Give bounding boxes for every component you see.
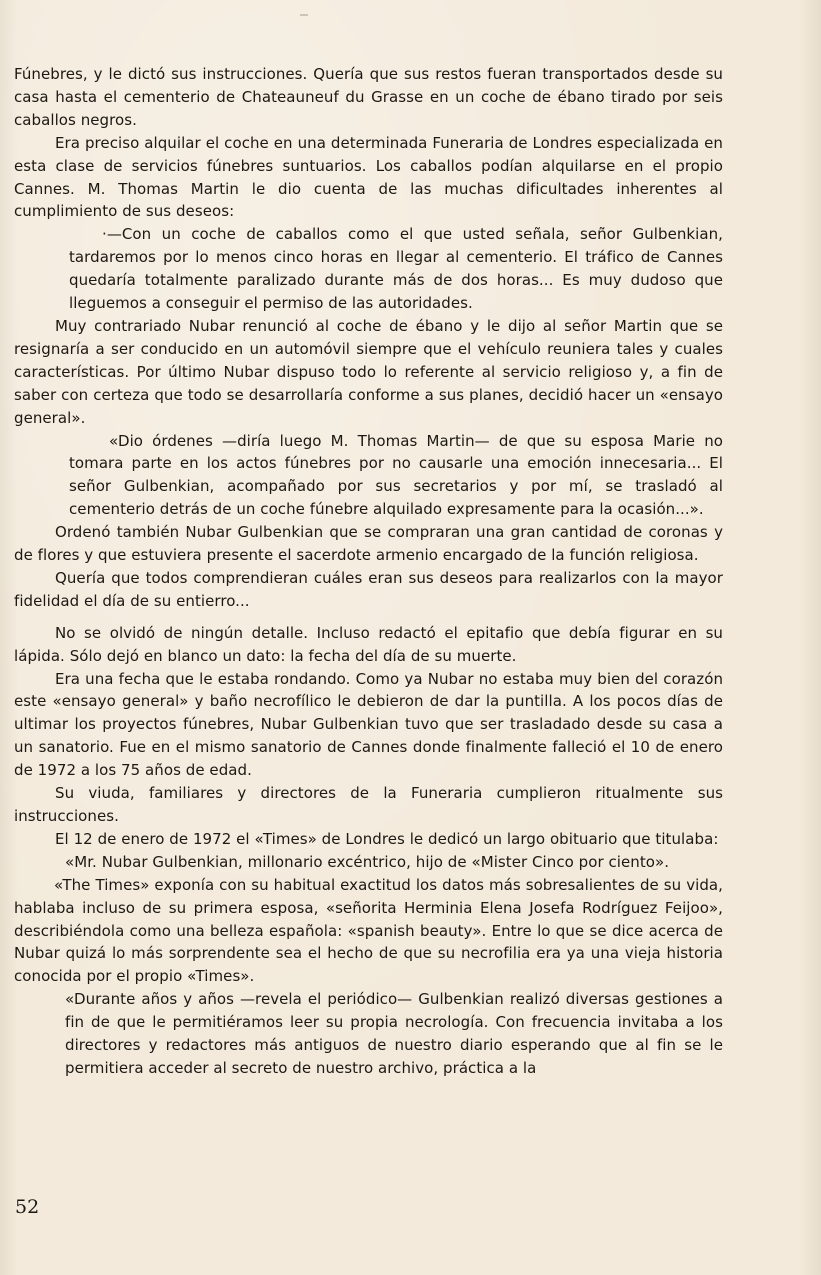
paragraph-8: Su viuda, familiares y directores de la Funeraria cumplieron ritualmente sus instrucciones. — [14, 784, 723, 825]
page-number: 52 — [15, 1196, 40, 1218]
paragraph-9: El 12 de enero de 1972 el «Times» de Londres le dedicó un largo obituario que titulaba: — [55, 829, 719, 848]
paragraph-2: Era preciso alquilar el coche en una determinada Funeraria de Londres especializada en esta clase de servicios fúnebres suntuarios. Los caballos podían alquilarse en el propio Cannes. M. Thomas Martin le dio cuenta de las muchas dificultades inherentes al cumplimiento de sus deseos: — [14, 133, 723, 221]
paragraph-1: Fúnebres, y le dictó sus instrucciones. Quería que sus restos fueran transportados desde su casa hasta el cementerio de Chateauneuf du Grasse en un coche de ébano tirado por seis caballos negros. — [14, 65, 723, 129]
quote-times-title: «Mr. Nubar Gulbenkian, millonario excéntrico, hijo de «Mister Cinco por ciento». — [65, 852, 670, 871]
paragraph-4: Ordenó también Nubar Gulbenkian que se compraran una gran cantidad de coronas y de flores y que estuviera presente el sacerdote armenio encargado de la función religiosa. — [14, 523, 723, 565]
paragraph-6: No se olvidó de ningún detalle. Incluso redactó el epitafio que debía figurar en su lápida. Sólo dejó en blanco un dato: la fecha del día de su muerte. — [14, 623, 723, 665]
quote-times-necrology: «Durante años y años —revela el periódico— Gulbenkian realizó diversas gestiones a fin de que le permitiéramos leer su propia necrología. Con frecuencia invitaba a los directores y redactores más antiguos de nuestro diario esperando que al fin se le permitiera acceder al secreto de nuestro archivo, práctica a la — [65, 990, 723, 1077]
quote-martin: «Dio órdenes —diría luego M. Thomas Martin— de que su esposa Marie no tomara parte en los actos fúnebres por no causarle una emoción innecesaria... El señor Gulbenkian, acompañado por sus secretarios y por mí, se trasladó al cementerio detrás de un coche fúnebre alquilado expresamente para la ocasión...». — [69, 431, 723, 519]
paragraph-7: Era una fecha que le estaba rondando. Como ya Nubar no estaba muy bien del corazón este «ensayo general» y baño necrofílico le debieron de dar la puntilla. A los pocos días de ultimar los proyectos fúnebres, Nubar Gulbenkian tuvo que ser trasladado desde su casa a un sanatorio. Fue en el mismo sanatorio de Cannes donde finalmente falleció el 10 de enero de 1972 a los 75 años de edad. — [14, 669, 723, 780]
page-mark — [300, 14, 308, 16]
section-gap — [14, 613, 723, 622]
paragraph-10: «The Times» exponía con su habitual exactitud los datos más sobresalientes de su vida, hablaba incluso de su primera esposa, «señorita Herminia Elena Josefa Rodríguez Feijoo», describiéndola como una belleza española: «spanish beauty». Entre lo que se dice acerca de Nubar quizá lo más sorprendente sea el hecho de que su necrofilia era ya una vieja historia conocida por el propio «Times». — [14, 875, 723, 986]
paragraph-5: Quería que todos comprendieran cuáles eran sus deseos para realizarlos con la mayor fidelidad el día de su entierro... — [14, 568, 723, 610]
paragraph-3: Muy contrariado Nubar renunció al coche de ébano y le dijo al señor Martin que se resignaría a ser conducido en un automóvil siempre que el vehículo reuniera tales y cuales características. Por último Nubar dispuso todo lo referente al servicio religioso y, a fin de saber con certeza que todo se desarrollaría conforme a sus planes, decidió hacer un «ensayo general». — [14, 316, 723, 427]
body-text — [14, 63, 723, 1080]
quote-dialogue: ·—Con un coche de caballos como el que usted señala, señor Gulbenkian, tardaremos por lo menos cinco horas en llegar al cementerio. El tráfico de Cannes quedaría totalmente paralizado durante más de dos horas... Es muy dudoso que lleguemos a conseguir el permiso de las autoridades. — [69, 225, 723, 313]
